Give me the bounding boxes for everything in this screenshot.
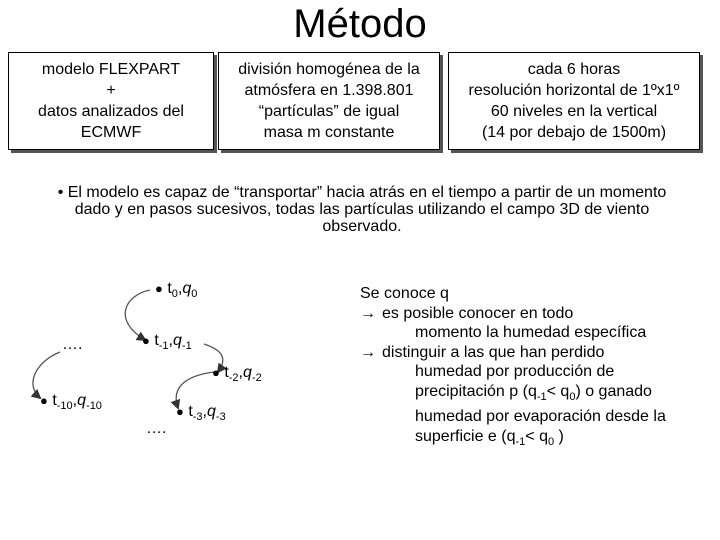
- subscript: 0: [569, 390, 576, 403]
- q-symbol: q: [77, 392, 87, 409]
- label-t0: [155, 280, 197, 303]
- box-line: +: [106, 82, 116, 99]
- t-symbol: t: [167, 280, 172, 297]
- item-text-evap: [360, 427, 710, 453]
- separator: ,: [168, 332, 173, 349]
- right-item-2: [360, 343, 710, 363]
- t-symbol: t: [52, 392, 57, 409]
- q-subscript: -2: [251, 372, 262, 385]
- text-fragment: superficie e (q: [415, 427, 516, 445]
- right-heading: [360, 284, 710, 304]
- right-panel: [360, 284, 710, 452]
- item-text: momento la humedad específica: [415, 324, 647, 341]
- box-line: (14 por debajo de 1500m): [481, 124, 667, 141]
- paragraph-line: dado y en pasos sucesivos, todas las partículas utilizando el campo 3D de viento: [74, 201, 650, 218]
- q-symbol: q: [173, 332, 182, 349]
- bullet-dot: ●: [155, 281, 163, 296]
- arrow-right-icon: →: [360, 304, 376, 322]
- subscript: -1: [536, 390, 547, 403]
- right-item-1: [360, 304, 710, 324]
- box-line: “partículas” de igual: [258, 103, 400, 120]
- label-t3: [176, 403, 226, 426]
- t-symbol: t: [224, 364, 229, 381]
- box-line: atmósfera en 1.398.801: [244, 82, 414, 99]
- q-subscript: 0: [191, 288, 198, 301]
- t-subscript: -2: [228, 372, 239, 385]
- box-line: cada 6 horas: [527, 61, 621, 78]
- item-text-precip: [360, 382, 710, 408]
- bullet-dot: ●: [212, 365, 220, 380]
- q-symbol: q: [207, 403, 216, 420]
- box-line: datos analizados del: [38, 103, 184, 120]
- q-symbol: q: [182, 280, 192, 297]
- box-line: masa m constante: [263, 124, 395, 141]
- ellipsis-bottom: ….: [146, 420, 167, 437]
- bullet-dot: ●: [40, 393, 48, 408]
- t-subscript: -3: [192, 411, 203, 424]
- subscript: -1: [515, 435, 526, 448]
- label-t10: [40, 392, 102, 415]
- text-fragment: precipitación p (q: [415, 382, 537, 400]
- arrow-right-icon: →: [360, 343, 376, 361]
- paragraph-line: observado.: [322, 218, 402, 235]
- separator: ,: [177, 280, 183, 297]
- subscript: 0: [547, 435, 555, 448]
- q-subscript: -3: [215, 411, 226, 424]
- q-symbol: q: [243, 364, 252, 381]
- box-line: ECMWF: [80, 124, 142, 141]
- q-subscript: -10: [86, 400, 102, 413]
- text-fragment: < q: [525, 427, 548, 445]
- box-line: división homogénea de la: [238, 61, 420, 78]
- ellipsis-left: ….: [62, 336, 83, 353]
- bullet-dot: ●: [176, 404, 184, 419]
- t-subscript: 0: [171, 288, 178, 301]
- text-fragment: ): [554, 427, 564, 445]
- paragraph-line: • El modelo es capaz de “transportar” hacia atrás en el tiempo a partir de un momento: [57, 184, 667, 201]
- label-t2: [212, 364, 262, 387]
- item-text: distinguir a las que han perdido: [382, 343, 605, 361]
- t-subscript: -10: [56, 400, 73, 413]
- t-symbol: t: [154, 332, 159, 349]
- q-subscript: -1: [181, 340, 192, 353]
- separator: ,: [238, 364, 243, 381]
- page-title: Método: [293, 2, 427, 46]
- label-t1: [142, 332, 192, 355]
- item-text: humedad por evaporación desde la: [415, 408, 666, 426]
- t-symbol: t: [188, 403, 193, 420]
- bullet-dot: ●: [142, 333, 150, 348]
- item-text: es posible conocer en todo: [382, 304, 574, 322]
- text-fragment: ) o ganado: [575, 382, 652, 400]
- item-text: humedad por producción de: [415, 363, 615, 380]
- separator: ,: [72, 392, 78, 409]
- box-line: resolución horizontal de 1ºx1º: [468, 82, 680, 99]
- separator: ,: [202, 403, 207, 420]
- t-subscript: -1: [158, 340, 169, 353]
- text-fragment: < q: [546, 382, 570, 400]
- box-line: modelo FLEXPART: [41, 61, 181, 78]
- heading-text: Se conoce q: [360, 285, 449, 302]
- box-line: 60 niveles en la vertical: [490, 103, 658, 120]
